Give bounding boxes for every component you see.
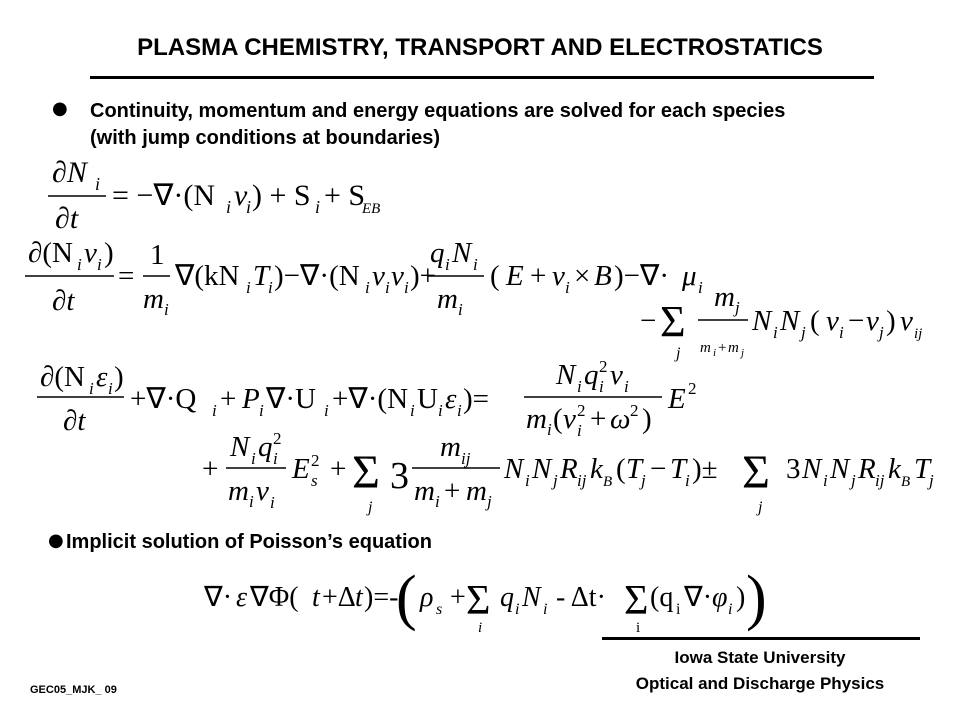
svg-text:i: i — [457, 401, 462, 420]
svg-text:=: = — [118, 260, 135, 292]
svg-text:Σ: Σ — [742, 446, 770, 499]
svg-text:i: i — [676, 601, 681, 618]
svg-text:i: i — [685, 471, 690, 490]
svg-text:∇·: ∇· — [684, 582, 713, 613]
svg-text:i: i — [698, 278, 703, 297]
svg-text:m: m — [526, 403, 547, 435]
svg-text:j: j — [735, 298, 740, 317]
svg-text:i: i — [547, 420, 552, 439]
svg-text:N: N — [452, 237, 472, 269]
svg-text:m: m — [728, 340, 739, 356]
svg-text:∂t: ∂t — [52, 285, 75, 317]
svg-text:−: − — [848, 305, 865, 337]
svg-text:T: T — [626, 453, 643, 485]
slide-title: PLASMA CHEMISTRY, TRANSPORT AND ELECTROSTATICS — [137, 34, 823, 61]
svg-text:T: T — [253, 260, 270, 292]
svg-text:)+: )+ — [410, 260, 437, 292]
footer-divider — [602, 637, 920, 640]
svg-text:i: i — [728, 601, 733, 618]
svg-text:i: i — [515, 601, 520, 618]
svg-text:ε: ε — [445, 383, 457, 415]
svg-text:∂(N: ∂(N — [40, 361, 85, 393]
svg-text:)±: )± — [692, 453, 718, 485]
svg-text:∇(kN: ∇(kN — [175, 260, 240, 292]
svg-text:i: i — [839, 323, 844, 342]
svg-text:R: R — [858, 453, 876, 485]
svg-text:m: m — [228, 475, 249, 507]
svg-text:(: ( — [616, 453, 626, 485]
footer-group: Optical and Discharge Physics — [635, 674, 885, 693]
svg-text:): ) — [736, 582, 746, 613]
svg-text:+: + — [530, 260, 547, 292]
svg-text:(: ( — [396, 564, 417, 632]
svg-text:s: s — [436, 601, 443, 618]
svg-text:i: i — [478, 620, 483, 636]
svg-text:q: q — [430, 237, 445, 269]
svg-text:i: i — [445, 255, 450, 274]
svg-text:+: + — [330, 453, 347, 485]
svg-text:j: j — [929, 471, 934, 490]
svg-text:i: i — [458, 300, 463, 319]
svg-text:Σ: Σ — [660, 297, 686, 346]
svg-text:i: i — [273, 449, 278, 468]
svg-text:ν: ν — [610, 359, 623, 391]
svg-text:N: N — [532, 453, 552, 485]
bullet-dot-icon: ● — [48, 530, 64, 551]
svg-text:j: j — [553, 471, 558, 490]
svg-text:v: v — [372, 260, 385, 292]
svg-text:v: v — [391, 260, 404, 292]
bullet-line-1: Continuity, momentum and energy equations are solved for each species — [90, 100, 786, 122]
svg-text:(: ( — [490, 260, 500, 292]
svg-text:+ S: + S — [324, 179, 366, 212]
svg-text:i: i — [438, 401, 443, 420]
svg-text:v: v — [866, 305, 879, 337]
svg-text:): ) — [886, 305, 896, 337]
svg-text:i: i — [315, 197, 321, 217]
svg-text:1: 1 — [150, 239, 165, 271]
svg-text:E: E — [668, 383, 686, 415]
svg-text:i: i — [599, 377, 604, 396]
svg-text:Σ: Σ — [624, 578, 649, 624]
svg-text:Σ: Σ — [466, 578, 491, 624]
svg-text:i: i — [249, 492, 254, 511]
svg-text:ν: ν — [256, 475, 269, 507]
svg-text:m: m — [437, 283, 458, 315]
svg-text:i: i — [473, 255, 478, 274]
svg-text:i: i — [324, 401, 329, 420]
svg-text:i: i — [251, 449, 256, 468]
svg-text:k: k — [888, 453, 901, 485]
svg-text:+∇·Q: +∇·Q — [130, 383, 197, 415]
svg-text:i: i — [77, 255, 82, 274]
svg-text:ij: ij — [577, 471, 587, 490]
svg-text:): ) — [114, 361, 124, 393]
svg-text:2: 2 — [273, 429, 282, 448]
svg-text:P: P — [242, 383, 260, 415]
svg-text:i: i — [404, 278, 409, 297]
svg-text:m: m — [700, 340, 711, 356]
svg-text:N: N — [556, 359, 576, 391]
svg-text:t: t — [312, 582, 320, 613]
svg-text:i: i — [385, 278, 390, 297]
svg-text:i: i — [410, 401, 415, 420]
svg-text:N: N — [830, 453, 850, 485]
svg-text:j: j — [758, 499, 763, 516]
svg-text:+: + — [718, 340, 727, 356]
svg-text:s: s — [311, 471, 318, 490]
svg-text:i: i — [108, 379, 113, 398]
svg-text:N: N — [522, 582, 541, 613]
svg-text:T: T — [670, 453, 687, 485]
svg-text:i: i — [773, 323, 778, 342]
svg-text:EB: EB — [362, 201, 381, 217]
svg-text:ij: ij — [914, 326, 923, 342]
svg-text:U: U — [417, 383, 438, 415]
svg-text:i: i — [565, 278, 570, 297]
svg-text:2: 2 — [599, 357, 608, 376]
svg-text:B: B — [901, 474, 911, 490]
svg-text:m: m — [440, 431, 461, 463]
svg-text:×: × — [574, 260, 591, 292]
svg-text:j: j — [487, 492, 492, 511]
svg-text:i: i — [259, 401, 264, 420]
svg-text:i: i — [823, 471, 828, 490]
footer-university: Iowa State University — [674, 648, 846, 667]
svg-text:m: m — [143, 283, 164, 315]
svg-text:v: v — [234, 179, 248, 212]
svg-text:i: i — [543, 601, 548, 618]
svg-text:ρ: ρ — [420, 582, 434, 613]
svg-text:2: 2 — [630, 401, 639, 420]
svg-text:k: k — [590, 453, 603, 485]
svg-text:N: N — [752, 305, 772, 337]
svg-text:−: − — [650, 453, 667, 485]
svg-text:i: i — [89, 379, 94, 398]
svg-text:ω: ω — [610, 403, 631, 435]
svg-text:i: i — [577, 421, 582, 440]
svg-text:(q: (q — [650, 582, 674, 613]
svg-text:+: + — [202, 453, 219, 485]
svg-text:Σ: Σ — [352, 446, 380, 499]
svg-text:∂N: ∂N — [52, 156, 87, 189]
svg-text:)−∇·(N: )−∇·(N — [274, 260, 360, 292]
svg-text:m: m — [466, 475, 487, 507]
svg-text:N: N — [504, 453, 524, 485]
svg-text:∂t: ∂t — [55, 202, 79, 235]
svg-text:+: + — [590, 403, 607, 435]
svg-text:- Δt·: - Δt· — [556, 582, 606, 613]
svg-text:T: T — [914, 453, 931, 485]
svg-text:): ) — [104, 237, 114, 269]
svg-text:j: j — [851, 471, 856, 490]
svg-text:): ) — [746, 564, 767, 632]
svg-text:E: E — [292, 453, 310, 485]
svg-text:E: E — [506, 260, 524, 292]
svg-text:−: − — [640, 305, 657, 337]
svg-text:i: i — [246, 278, 251, 297]
svg-text:R: R — [560, 453, 578, 485]
svg-text:2: 2 — [577, 401, 586, 420]
svg-text:N: N — [780, 305, 800, 337]
svg-text:j: j — [879, 323, 884, 342]
svg-text:2: 2 — [311, 451, 320, 470]
svg-text:i: i — [624, 377, 629, 396]
svg-text:3: 3 — [786, 453, 801, 485]
svg-text:(: ( — [810, 305, 820, 337]
svg-text:+∇·(N: +∇·(N — [332, 383, 409, 415]
svg-text:+Δ: +Δ — [322, 582, 356, 613]
svg-text:ij: ij — [461, 449, 471, 468]
svg-text:∇·U: ∇·U — [266, 383, 316, 415]
svg-text:N: N — [802, 453, 822, 485]
svg-text:) + S: ) + S — [252, 179, 311, 212]
svg-text:ij: ij — [875, 471, 885, 490]
title-underline — [90, 76, 874, 79]
svg-text:B: B — [594, 260, 612, 292]
svg-text:i: i — [95, 174, 101, 194]
svg-text:3: 3 — [390, 455, 409, 497]
svg-text:i: i — [713, 347, 717, 359]
svg-text:i: i — [636, 620, 641, 636]
svg-text:i: i — [435, 492, 440, 511]
svg-text:v: v — [84, 237, 97, 269]
svg-text:i: i — [226, 197, 232, 217]
svg-text:q: q — [584, 359, 599, 391]
svg-text:i: i — [270, 493, 275, 512]
svg-text:∂t: ∂t — [63, 405, 86, 437]
svg-text:ε: ε — [236, 582, 248, 613]
svg-text:j: j — [676, 345, 681, 362]
svg-text:)−∇·: )−∇· — [614, 260, 670, 292]
svg-text:v: v — [826, 305, 839, 337]
svg-text:): ) — [642, 403, 652, 435]
svg-text:m: m — [414, 475, 435, 507]
bullet-poisson-equation: Implicit solution of Poisson’s equation — [66, 531, 432, 553]
svg-text:i: i — [212, 401, 217, 420]
bullet-continuity-equations — [90, 98, 950, 152]
bullet-line-2: (with jump conditions at boundaries) — [90, 127, 440, 149]
slide-code: GEC05_MJK_ 09 — [30, 684, 117, 696]
svg-text:t: t — [355, 582, 363, 613]
svg-text:v: v — [552, 260, 565, 292]
svg-text:+: + — [220, 383, 237, 415]
svg-text:∇·: ∇· — [204, 582, 233, 613]
svg-text:i: i — [525, 471, 530, 490]
svg-text:μ: μ — [682, 260, 697, 292]
svg-text:j: j — [368, 499, 373, 516]
svg-text:ε: ε — [96, 361, 108, 393]
svg-text:B: B — [603, 474, 613, 490]
svg-text:j: j — [641, 471, 646, 490]
svg-text:i: i — [246, 197, 252, 217]
svg-text:i: i — [164, 300, 169, 319]
svg-text:m: m — [714, 281, 735, 313]
svg-text:∇Φ(: ∇Φ( — [250, 582, 299, 613]
svg-text:+: + — [444, 475, 461, 507]
svg-text:= −∇·(N: = −∇·(N — [112, 179, 216, 212]
svg-text:j: j — [741, 347, 745, 359]
svg-text:(: ( — [553, 403, 563, 435]
svg-text:j: j — [801, 323, 806, 342]
svg-text:)=: )= — [463, 383, 490, 415]
svg-text:)=-: )=- — [364, 582, 399, 613]
svg-text:i: i — [365, 278, 370, 297]
svg-text:φ: φ — [712, 582, 728, 613]
svg-text:+: + — [450, 582, 466, 613]
svg-text:ν: ν — [563, 403, 576, 435]
svg-text:ν: ν — [900, 305, 913, 337]
svg-text:q: q — [500, 582, 514, 613]
svg-text:i: i — [97, 255, 102, 274]
svg-text:q: q — [258, 431, 273, 463]
svg-text:2: 2 — [688, 379, 697, 398]
svg-text:i: i — [268, 278, 273, 297]
bullet-dot-icon: ● — [52, 98, 68, 119]
svg-text:N: N — [230, 431, 250, 463]
svg-text:i: i — [577, 377, 582, 396]
svg-text:∂(N: ∂(N — [28, 237, 73, 269]
